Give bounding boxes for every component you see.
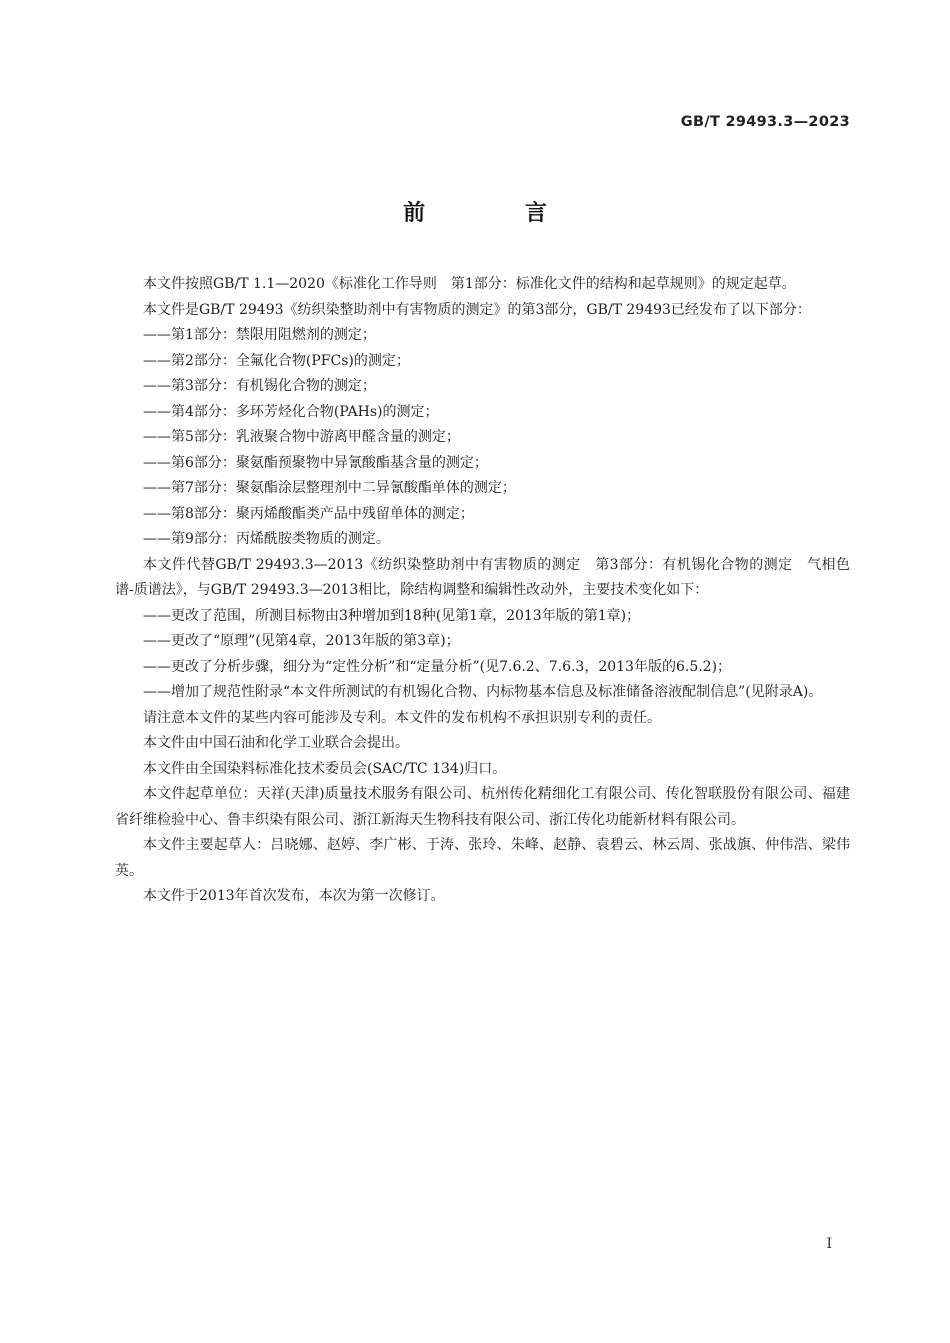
list-item: ——第7部分：聚氨酯涂层整理剂中二异氰酸酯单体的测定； [143,480,516,496]
replacement-paragraph: 本文件代替GB/T 29493.3—2013《纺织染整助剂中有害物质的测定 第3部分：有机锡化合物的测定 气相色谱-质谱法》，与GB/T 29493.3—2013相比，除结构调整和编辑性改动外，主要技术变化如下： [115,556,850,598]
list-item: ——第9部分：丙烯酰胺类物质的测定。 [143,531,390,547]
list-item: ——更改了范围，所测目标物由3种增加到18种(见第1章，2013年版的第1章)； [143,607,641,624]
list-item: ——更改了分析步骤，细分为“定性分析”和“定量分析”(见7.6.2、7.6.3，2013年版的6.5.2)； [143,658,732,675]
technical-changes-list [115,604,850,706]
page-number: I [826,1236,832,1252]
publication-history-paragraph: 本文件于2013年首次发布，本次为第一次修订。 [143,888,445,904]
list-item: ——第8部分：聚丙烯酸酯类产品中残留单体的测定； [143,505,474,522]
parts-list [115,323,850,553]
list-item: ——第6部分：聚氨酯预聚物中异氰酸酯基含量的测定； [143,454,488,471]
series-parts-intro-paragraph: 本文件是GB/T 29493《纺织染整助剂中有害物质的测定》的第3部分，GB/T 29493已经发布了以下部分： [143,301,811,318]
committee-paragraph: 本文件由全国染料标准化技术委员会(SAC/TC 134)归口。 [143,760,507,777]
drafters-paragraph: 本文件主要起草人：吕晓娜、赵婷、李广彬、于涛、张玲、朱峰、赵静、袁碧云、林云周、张战旗、仲伟浩、梁伟英。 [115,837,850,879]
list-item: ——第4部分：多环芳烃化合物(PAHs)的测定； [143,403,439,420]
list-item: ——第2部分：全氟化合物(PFCs)的测定； [143,352,410,369]
list-item: ——增加了规范性附录“本文件所测试的有机锡化合物、内标物基本信息及标准储备溶液配制信息”(见附录A)。 [143,684,823,700]
standard-number: GB/T 29493.3—2023 [680,114,850,130]
foreword-body [115,272,850,910]
list-item: ——第1部分：禁限用阻燃剂的测定； [143,327,376,343]
patent-notice-paragraph: 请注意本文件的某些内容可能涉及专利。本文件的发布机构不承担识别专利的责任。 [143,709,661,726]
list-item: ——更改了“原理”(见第4章，2013年版的第3章)； [143,633,460,649]
list-item: ——第5部分：乳液聚合物中游离甲醛含量的测定； [143,429,460,445]
page-title: 前 言 [403,201,593,226]
proposer-paragraph: 本文件由中国石油和化学工业联合会提出。 [143,735,409,751]
drafting-rules-paragraph: 本文件按照GB/T 1.1—2020《标准化工作导则 第1部分：标准化文件的结构和起草规则》的规定起草。 [143,276,796,292]
list-item: ——第3部分：有机锡化合物的测定； [143,378,376,394]
drafting-units-paragraph: 本文件起草单位：天祥(天津)质量技术服务有限公司、杭州传化精细化工有限公司、传化智联股份有限公司、福建省纤维检验中心、鲁丰织染有限公司、浙江新海天生物科技有限公司、浙江传化功能新材料有限公司。 [115,786,850,828]
